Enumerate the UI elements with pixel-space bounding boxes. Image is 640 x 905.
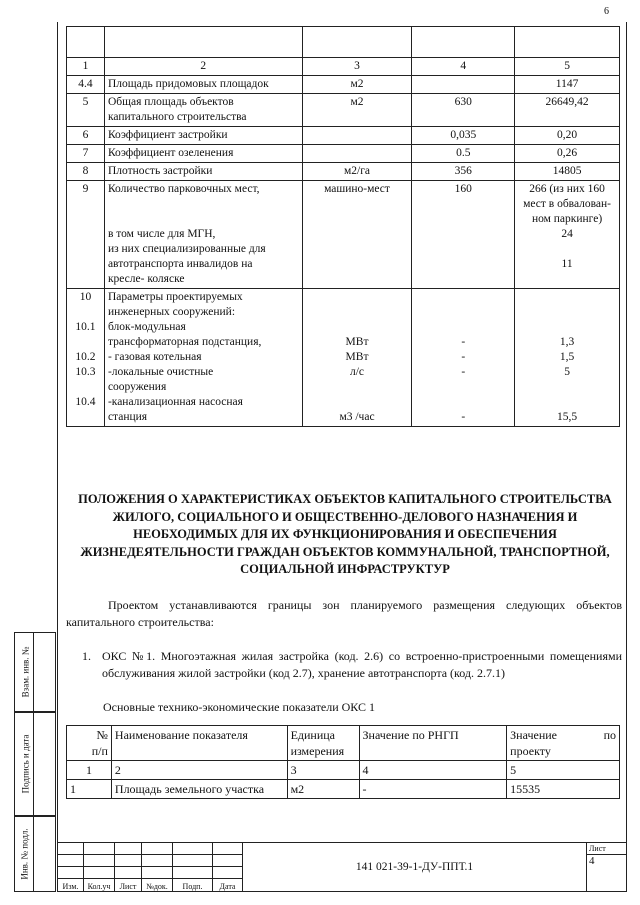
row-name-line: Общая площадь объектов	[107, 96, 234, 108]
header-cell: Значение по РНГП	[359, 726, 507, 761]
side-label: Взам. инв. №	[20, 646, 30, 698]
row-line: -локальные очистные	[107, 366, 214, 378]
row-line: кресле- коляске	[107, 273, 185, 285]
table-row	[67, 76, 620, 94]
row-number: 6	[67, 127, 105, 145]
row-value-4: 356	[412, 163, 515, 181]
row-name: Плотность застройки	[104, 163, 302, 181]
row-name-line: капитального строительства	[107, 111, 247, 123]
subtitle: Основные технико-экономические показатели ОКС 1	[103, 700, 376, 714]
row-value-4	[412, 289, 515, 427]
header-line: проекту	[510, 744, 551, 758]
row-unit: м2	[287, 780, 359, 799]
list-item-number: 1.	[82, 649, 91, 663]
row-unit: м2	[302, 94, 412, 127]
table-blank-row	[67, 27, 620, 58]
row-line: мест в обвалован-	[523, 198, 612, 210]
sheet-number: 4	[587, 855, 627, 892]
header-line: №	[96, 728, 108, 742]
row-line: л/с	[349, 366, 365, 378]
title-block-col: Подп.	[173, 879, 213, 892]
row-line: -	[461, 411, 466, 423]
title-block-col: Изм.	[58, 879, 84, 892]
list-item	[82, 648, 622, 682]
row-number	[67, 289, 105, 427]
row-line: автотранспорта инвалидов на	[107, 258, 253, 270]
header-line: п/п	[91, 744, 108, 758]
page-number: 6	[604, 6, 609, 17]
row-line: 15,5	[557, 411, 578, 423]
row-line: 24	[561, 228, 573, 240]
row-line: 10.3	[75, 366, 96, 378]
row-value-4: 0,035	[412, 127, 515, 145]
row-value-4	[412, 76, 515, 94]
table-row	[67, 145, 620, 163]
header-line: по	[603, 728, 616, 742]
row-value-4: 0.5	[412, 145, 515, 163]
header-cell: 5	[515, 58, 620, 76]
row-line: блок-модульная	[107, 321, 186, 333]
row-unit	[302, 289, 412, 427]
header-cell	[507, 726, 620, 761]
row-line: м3 /час	[339, 411, 375, 423]
number-cell: 2	[111, 761, 287, 780]
row-line: - газовая котельная	[107, 351, 202, 363]
title-block-col: Кол.уч	[84, 879, 115, 892]
row-line: Параметры проектируемых	[107, 291, 243, 303]
row-line: МВт	[345, 336, 369, 348]
header-cell: 1	[67, 58, 105, 76]
title-block-col: Лист	[115, 879, 142, 892]
row-unit: машино-мест	[302, 181, 412, 289]
header-cell	[67, 726, 112, 761]
row-number: 5	[67, 94, 105, 127]
table-number-row	[67, 761, 620, 780]
row-unit	[302, 145, 412, 163]
row-line: 10.1	[75, 321, 96, 333]
title-block-col: №док.	[142, 879, 173, 892]
section-heading: ПОЛОЖЕНИЯ О ХАРАКТЕРИСТИКАХ ОБЪЕКТОВ КАПИТАЛЬНОГО СТРОИТЕЛЬСТВА ЖИЛОГО, СОЦИАЛЬНОГО И ОБЩЕСТВЕННО-ДЕЛОВОГО НАЗНАЧЕНИЯ И НЕОБХОДИМЫХ ДЛЯ ИХ ФУНКЦИОНИРОВАНИЯ И ОБЕСПЕЧЕНИЯ ЖИЗНЕДЕЯТЕЛЬНОСТИ ГРАЖДАН ОБЪЕКТОВ КОММУНАЛЬНОЙ, ТРАНСПОРТНОЙ, СОЦИАЛЬНОЙ ИНФРАСТРУКТУР	[78, 492, 612, 576]
row-line: трансформаторная подстанция,	[107, 336, 262, 348]
row-line: 1,5	[559, 351, 575, 363]
row-value-5: 0,20	[515, 127, 620, 145]
number-cell: 5	[507, 761, 620, 780]
number-cell: 3	[287, 761, 359, 780]
row-value-5: 15535	[507, 780, 620, 799]
header-line: Единица	[290, 728, 336, 742]
table-row	[67, 94, 620, 127]
row-number: 1	[67, 780, 112, 799]
header-cell	[287, 726, 359, 761]
title-block	[57, 842, 627, 892]
row-line: 10.2	[75, 351, 96, 363]
row-value-5	[515, 289, 620, 427]
row-line: МВт	[345, 351, 369, 363]
row-name	[104, 289, 302, 427]
row-value-4: 630	[412, 94, 515, 127]
header-cell: 4	[412, 58, 515, 76]
row-number: 9	[67, 181, 105, 289]
header-line: измерения	[290, 744, 345, 758]
table-header-row	[67, 58, 620, 76]
sheet-label: Лист	[587, 843, 627, 855]
header-cell: 3	[302, 58, 412, 76]
row-value-4: -	[359, 780, 507, 799]
row-number: 8	[67, 163, 105, 181]
row-line: Количество парковочных мест,	[107, 183, 260, 195]
row-value-5: 26649,42	[515, 94, 620, 127]
row-unit: м2/га	[302, 163, 412, 181]
row-name	[104, 94, 302, 127]
row-line: ном паркинге)	[531, 213, 603, 225]
row-line: -	[461, 366, 466, 378]
list-item-text: ОКС №1. Многоэтажная жилая застройка (код. 2.6) со встроенно-пристроенными помещениями обслуживания жилой застройки (код 2.7), хранение автотранспорта (код. 2.7.1)	[102, 649, 622, 680]
row-name: Коэффициент застройки	[104, 127, 302, 145]
table-row-engineering	[67, 289, 620, 427]
row-unit: м2	[302, 76, 412, 94]
number-cell: 1	[67, 761, 112, 780]
table-row-parking	[67, 181, 620, 289]
side-label: Подпись и дата	[20, 734, 30, 794]
intro-paragraph: Проектом устанавливаются границы зон планируемого размещения следующих объектов капитального строительства:	[66, 598, 622, 629]
side-stamp-replacement	[14, 632, 56, 712]
row-line: в том числе для МГН,	[107, 228, 216, 240]
row-line: инженерных сооружений:	[107, 306, 236, 318]
row-value-4: 160	[412, 181, 515, 289]
row-name: Коэффициент озеленения	[104, 145, 302, 163]
header-line: Значение	[510, 728, 557, 742]
title-block-col: Дата	[213, 879, 243, 892]
row-value-5	[515, 181, 620, 289]
table-header-row	[67, 726, 620, 761]
row-line: -канализационная насосная	[107, 396, 243, 408]
table-row	[67, 780, 620, 799]
row-line: из них специализированные для	[107, 243, 266, 255]
indicators-table	[66, 26, 620, 427]
table-row	[67, 163, 620, 181]
side-stamp-signature	[14, 712, 56, 816]
row-unit	[302, 127, 412, 145]
row-number: 7	[67, 145, 105, 163]
row-line: -	[461, 351, 466, 363]
header-cell: Наименование показателя	[111, 726, 287, 761]
row-line: 5	[564, 366, 570, 378]
row-line: 10.4	[75, 396, 96, 408]
header-cell: 2	[104, 58, 302, 76]
row-number: 4.4	[67, 76, 105, 94]
row-line: 1,3	[559, 336, 575, 348]
row-line: станция	[107, 411, 148, 423]
row-line: -	[461, 336, 466, 348]
row-name: Площадь придомовых площадок	[104, 76, 302, 94]
number-cell: 4	[359, 761, 507, 780]
table-row	[67, 127, 620, 145]
row-value-5: 14805	[515, 163, 620, 181]
row-value-5: 1147	[515, 76, 620, 94]
side-label: Инв. № подл.	[20, 828, 30, 880]
row-line: сооружения	[107, 381, 167, 393]
row-line: 11	[561, 258, 573, 270]
row-name	[104, 181, 302, 289]
row-line: 266 (из них 160	[529, 183, 605, 195]
oks-table	[66, 725, 620, 799]
side-stamp-inventory	[14, 816, 56, 892]
row-value-5: 0,26	[515, 145, 620, 163]
row-name: Площадь земельного участка	[111, 780, 287, 799]
document-code: 141 021-39-1-ДУ-ППТ.1	[243, 843, 587, 892]
row-line: 10	[79, 291, 92, 303]
